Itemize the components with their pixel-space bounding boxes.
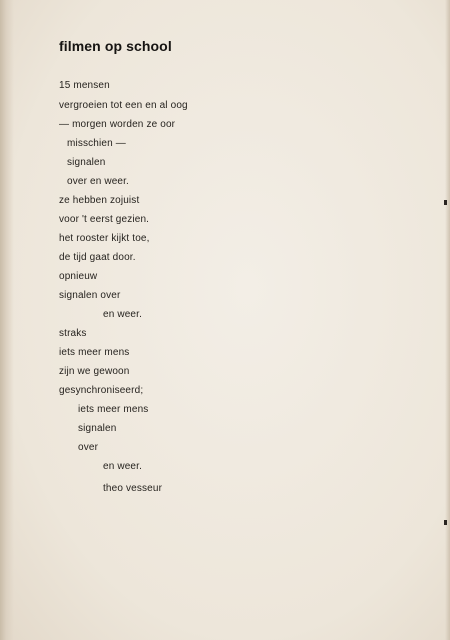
poem-line: het rooster kijkt toe, [59,233,150,244]
poem-line: iets meer mens [59,347,130,358]
poem-line: signalen over [59,290,121,301]
poem-line: ze hebben zojuist [59,195,140,206]
poem-line: de tijd gaat door. [59,252,136,263]
edge-mark [444,520,447,525]
poem-line: en weer. [103,461,143,472]
poem-line: straks [59,328,87,339]
poem-line: en weer. [103,309,143,320]
poem-line: — morgen worden ze oor [59,119,176,130]
poem-line: signalen [78,423,117,434]
poem-line: opnieuw [59,271,98,282]
poem-line: voor 't eerst gezien. [59,214,150,225]
poem-line: gesynchroniseerd; [59,385,144,396]
poem-line: misschien — [67,138,126,149]
poem-line: over [78,442,99,453]
edge-mark [444,200,447,205]
poem-line: vergroeien tot een en al oog [59,100,188,111]
poem-author: theo vesseur [103,483,163,494]
page-spine-shadow [0,0,14,640]
poem-line: zijn we gewoon [59,366,130,377]
poem-line: over en weer. [67,176,129,187]
poem-line: 15 mensen [59,80,110,91]
poem-line: signalen [67,157,106,168]
poem-line: iets meer mens [78,404,149,415]
page-right-edge [445,0,450,640]
poem-title: filmen op school [59,38,172,54]
